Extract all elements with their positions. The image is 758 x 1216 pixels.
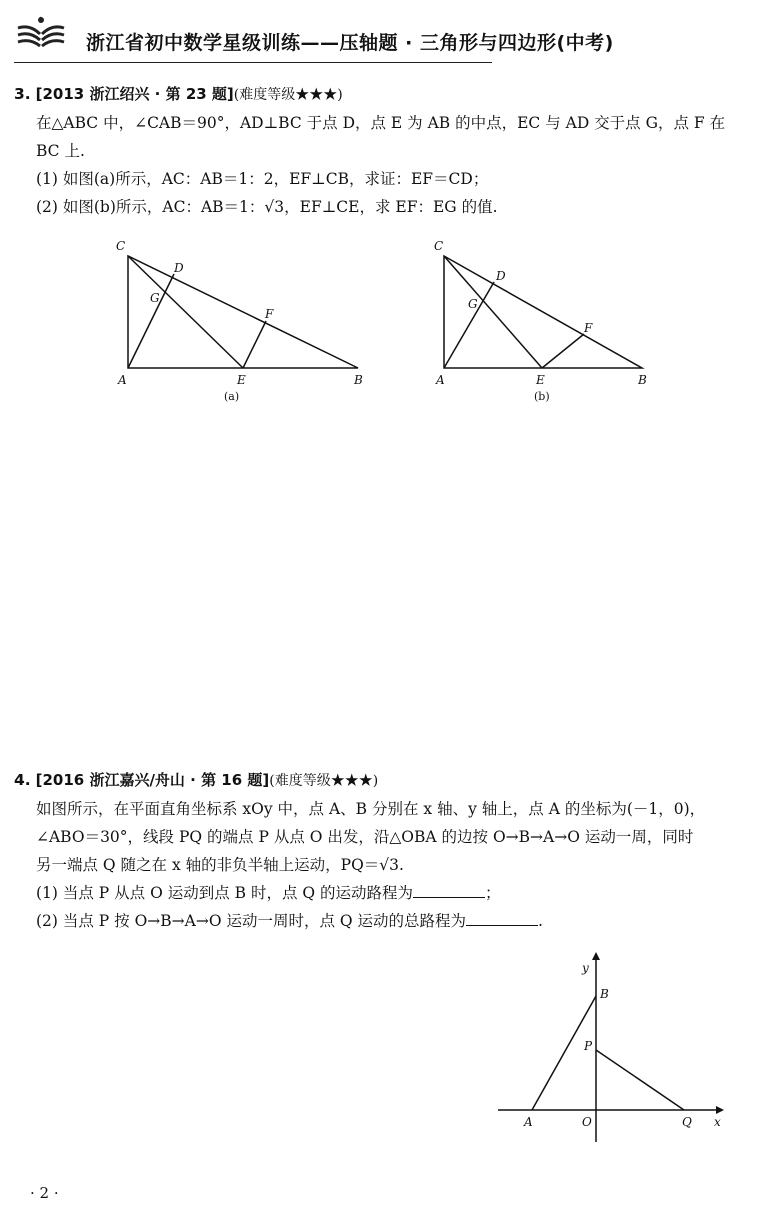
coord-label-Q: Q [682, 1115, 692, 1129]
problem-4-part-2-end: . [538, 912, 543, 930]
fig-b-label-G: G [468, 297, 478, 311]
coord-label-y: y [582, 961, 589, 975]
problem-3-body [14, 109, 744, 221]
problem-3-number: 3. [14, 85, 31, 103]
figure-b [424, 234, 664, 406]
fig-b-label-D: D [496, 269, 506, 283]
page-header [0, 0, 758, 66]
problem-4 [14, 766, 744, 935]
problem-4-part-1-text: (1) 当点 P 从点 O 运动到点 B 时，点 Q 的运动路程为 [36, 884, 414, 902]
answer-blank-2[interactable] [466, 909, 538, 926]
problem-4-part-2-text: (2) 当点 P 按 O→B→A→O 运动一周时，点 Q 运动的总路程为 [36, 912, 467, 930]
fig-b-label-B: B [638, 373, 647, 387]
figure-a [108, 234, 378, 406]
problem-4-part-1-end: ； [485, 884, 501, 902]
fig-a-label-B: B [354, 373, 363, 387]
header-title: 浙江省初中数学星级训练——压轴题 · 三角形与四边形(中考) [86, 32, 614, 54]
problem-3-heading [14, 80, 744, 109]
figure-coordinate [490, 952, 730, 1148]
page-number: · 2 · [30, 1184, 59, 1202]
problem-3-source: [2013 浙江绍兴 · 第 23 题] [35, 85, 234, 103]
problem-3-line-1: 在△ABC 中，∠CAB＝90°，AD⊥BC 于点 D，点 E 为 AB 的中点，EC 与 AD 交于点 G，点 F 在 [36, 114, 726, 132]
problem-3-part-2: (2) 如图(b)所示，AC：AB＝1：√3，EF⊥CE，求 EF：EG 的值. [36, 198, 498, 216]
fig-a-label-G: G [150, 291, 160, 305]
problem-4-line-1: 如图所示，在平面直角坐标系 xOy 中，点 A、B 分别在 x 轴、y 轴上，点 A 的坐标为(－1，0)， [36, 800, 706, 818]
fig-a-label-F: F [265, 307, 274, 321]
problem-4-line-2: ∠ABO＝30°，线段 PQ 的端点 P 从点 O 出发，沿△OBA 的边按 O→B→A→O 运动一周，同时 [36, 828, 694, 846]
coord-label-O: O [582, 1115, 592, 1129]
header-divider [14, 62, 492, 63]
problem-4-line-3: 另一端点 Q 随之在 x 轴的非负半轴上运动，PQ＝√3. [36, 856, 404, 874]
fig-a-label-E: E [237, 373, 246, 387]
problem-3-line-2: BC 上. [36, 142, 85, 160]
fig-b-label-A: A [436, 373, 445, 387]
fig-b-label-E: E [536, 373, 545, 387]
coord-label-P: P [584, 1039, 593, 1053]
fig-b-label-F: F [584, 321, 593, 335]
problem-3-difficulty: (难度等级★★★) [233, 87, 343, 103]
problem-4-body [14, 795, 744, 935]
problem-4-part-1 [36, 879, 744, 907]
answer-blank-1[interactable] [413, 881, 485, 898]
problem-4-difficulty: (难度等级★★★) [269, 773, 379, 789]
fig-b-label-C: C [434, 239, 444, 253]
fig-a-label-A: A [118, 373, 127, 387]
problem-4-part-2 [36, 907, 744, 935]
fig-a-caption: (a) [224, 390, 240, 403]
book-logo-icon [14, 14, 68, 54]
problem-3-part-1: (1) 如图(a)所示，AC：AB＝1：2，EF⊥CB，求证：EF＝CD； [36, 170, 489, 188]
problem-4-number: 4. [14, 771, 31, 789]
problem-4-heading [14, 766, 744, 795]
coord-label-B: B [600, 987, 609, 1001]
problem-4-source: [2016 浙江嘉兴/舟山 · 第 16 题] [35, 771, 270, 789]
fig-b-caption: (b) [534, 390, 550, 403]
coord-label-x: x [714, 1115, 721, 1129]
problem-3 [14, 80, 744, 221]
fig-a-label-D: D [174, 261, 184, 275]
fig-a-label-C: C [116, 239, 126, 253]
coord-label-A: A [524, 1115, 533, 1129]
